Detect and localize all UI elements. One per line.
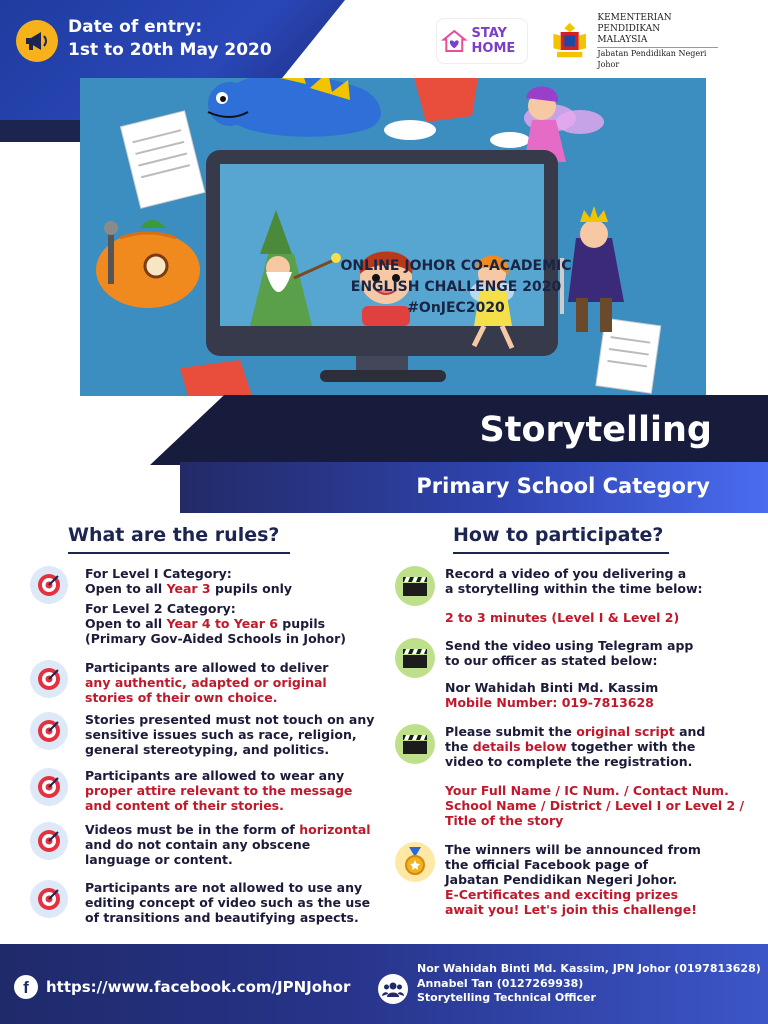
- rule-format-line2: and do not contain any obscene: [85, 837, 311, 852]
- hero-title: [296, 256, 616, 319]
- rule-item-stories: [30, 660, 390, 705]
- rule-attire-line1: Participants are allowed to wear any: [85, 768, 345, 783]
- rule-level2-heading: For Level 2 Category:: [85, 601, 236, 616]
- date-range: 1st to 20th May 2020: [68, 40, 272, 60]
- target-icon: [30, 566, 68, 604]
- target-icon: [30, 712, 68, 750]
- rule-attire-line2: proper attire relevant to the message: [85, 783, 353, 798]
- step-submit-line1: Please submit the: [445, 724, 577, 739]
- target-icon: [30, 660, 68, 698]
- contact-line-2: Annabel Tan (0127269938): [417, 976, 584, 990]
- category-title: Storytelling: [479, 410, 712, 450]
- rule-format-horizontal: horizontal: [299, 822, 371, 837]
- hero-artwork: [80, 78, 706, 396]
- step-winners-prizes-1: E-Certificates and exciting prizes: [445, 887, 679, 902]
- step-winners-line1: The winners will be announced from: [445, 842, 701, 857]
- ministry-name-3: MALAYSIA: [597, 34, 648, 45]
- target-icon: [30, 822, 68, 860]
- rule-format-line3: language or content.: [85, 852, 233, 867]
- rule-item-sensitive: [30, 712, 390, 757]
- step-submit-line1-end: and: [674, 724, 706, 739]
- step-submit-line2: the: [445, 739, 473, 754]
- required-details-1: Your Full Name / IC Num. / Contact Num.: [445, 783, 729, 798]
- date-label: Date of entry:: [68, 17, 203, 37]
- rule-sensitive-line3: general stereotyping, and politics.: [85, 742, 330, 757]
- contact-line-3: Storytelling Technical Officer: [417, 991, 596, 1004]
- rule-item-video-format: [30, 822, 390, 867]
- people-icon: [378, 974, 408, 1004]
- rule-level1-heading: For Level I Category:: [85, 566, 232, 581]
- target-icon: [30, 880, 68, 918]
- contact-info: [417, 962, 761, 1006]
- ministry-logo: [548, 12, 718, 69]
- rule-stories-line2: any authentic, adapted or original: [85, 675, 327, 690]
- step-record-duration: 2 to 3 minutes (Level I & Level 2): [445, 610, 680, 625]
- facebook-icon[interactable]: f: [14, 975, 38, 999]
- rule-level1-year: Year 3: [166, 581, 211, 596]
- step-winners: [395, 842, 765, 917]
- hero-title-line2: ENGLISH CHALLENGE 2020: [350, 279, 562, 295]
- step-submit-line2-end: together with the: [566, 739, 696, 754]
- step-record-line1: Record a video of you delivering a: [445, 566, 687, 581]
- clapperboard-icon: [395, 638, 435, 678]
- medal-icon: [395, 842, 435, 882]
- facebook-link[interactable]: https://www.facebook.com/JPNJohor: [46, 978, 351, 996]
- rule-level2-end: pupils: [277, 616, 326, 631]
- contact-line-1: Nor Wahidah Binti Md. Kassim, JPN Johor (0197813628): [417, 962, 761, 975]
- hero-title-line1: ONLINE JOHOR CO-ACADEMIC: [340, 258, 572, 274]
- rule-item-level1: [30, 566, 390, 646]
- rule-editing-line2: editing concept of video such as the use: [85, 895, 371, 910]
- step-submit-script: original script: [576, 724, 675, 739]
- step-winners-line3: Jabatan Pendidikan Negeri Johor.: [445, 872, 678, 887]
- rule-level2-years: Year 4 to Year 6: [166, 616, 278, 631]
- step-submit: [395, 724, 765, 828]
- stay-home-logo: [436, 18, 528, 64]
- ministry-sub: Jabatan Pendidikan Negeri Johor: [597, 47, 718, 70]
- step-send-video: [395, 638, 765, 710]
- target-icon: [30, 768, 68, 806]
- rule-editing-line1: Participants are not allowed to use any: [85, 880, 363, 895]
- ministry-name-1: KEMENTERIAN: [597, 12, 672, 23]
- rule-item-editing: [30, 880, 390, 925]
- rule-level2-schools: (Primary Gov-Aided Schools in Johor): [85, 631, 347, 646]
- rule-item-attire: [30, 768, 390, 813]
- required-details-2: School Name / District / Level I or Level 2 /: [445, 798, 745, 813]
- step-send-line2: to our officer as stated below:: [445, 653, 658, 668]
- crest-icon: [548, 19, 591, 63]
- hero-hashtag: #OnJEC2020: [407, 300, 505, 316]
- step-submit-line3: video to complete the registration.: [445, 754, 693, 769]
- step-submit-details: details below: [472, 739, 567, 754]
- step-winners-line2: the official Facebook page of: [445, 857, 649, 872]
- required-details-3: Title of the story: [445, 813, 564, 828]
- officer-mobile: Mobile Number: 019-7813628: [445, 695, 654, 710]
- hero-illustration: [80, 78, 706, 396]
- category-subtitle: Primary School Category: [416, 474, 710, 498]
- rule-level2-text: Open to all: [85, 616, 167, 631]
- megaphone-icon: [16, 20, 58, 62]
- clapperboard-icon: [395, 566, 435, 606]
- house-heart-icon: [441, 22, 468, 60]
- rule-sensitive-line2: sensitive issues such as race, religion,: [85, 727, 357, 742]
- step-winners-prizes-2: await you! Let's join this challenge!: [445, 902, 697, 917]
- rule-stories-line1: Participants are allowed to deliver: [85, 660, 329, 675]
- rule-level1-text: Open to all: [85, 581, 167, 596]
- step-record-line2: a storytelling within the time below:: [445, 581, 703, 596]
- clapperboard-icon: [395, 724, 435, 764]
- rules-heading: What are the rules?: [68, 524, 290, 554]
- rule-level1-end: pupils only: [210, 581, 293, 596]
- step-record-video: [395, 566, 765, 625]
- participate-heading: How to participate?: [453, 524, 669, 554]
- step-send-line1: Send the video using Telegram app: [445, 638, 694, 653]
- ministry-name-2: PENDIDIKAN: [597, 23, 661, 34]
- rule-stories-line3: stories of their own choice.: [85, 690, 278, 705]
- rule-format-line1: Videos must be in the form of: [85, 822, 300, 837]
- rule-attire-line3: and content of their stories.: [85, 798, 284, 813]
- stay-home-text: STAY HOME: [471, 26, 516, 56]
- rule-sensitive-line1: Stories presented must not touch on any: [85, 712, 375, 727]
- rule-editing-line3: of transitions and beautifying aspects.: [85, 910, 359, 925]
- officer-name: Nor Wahidah Binti Md. Kassim: [445, 680, 659, 695]
